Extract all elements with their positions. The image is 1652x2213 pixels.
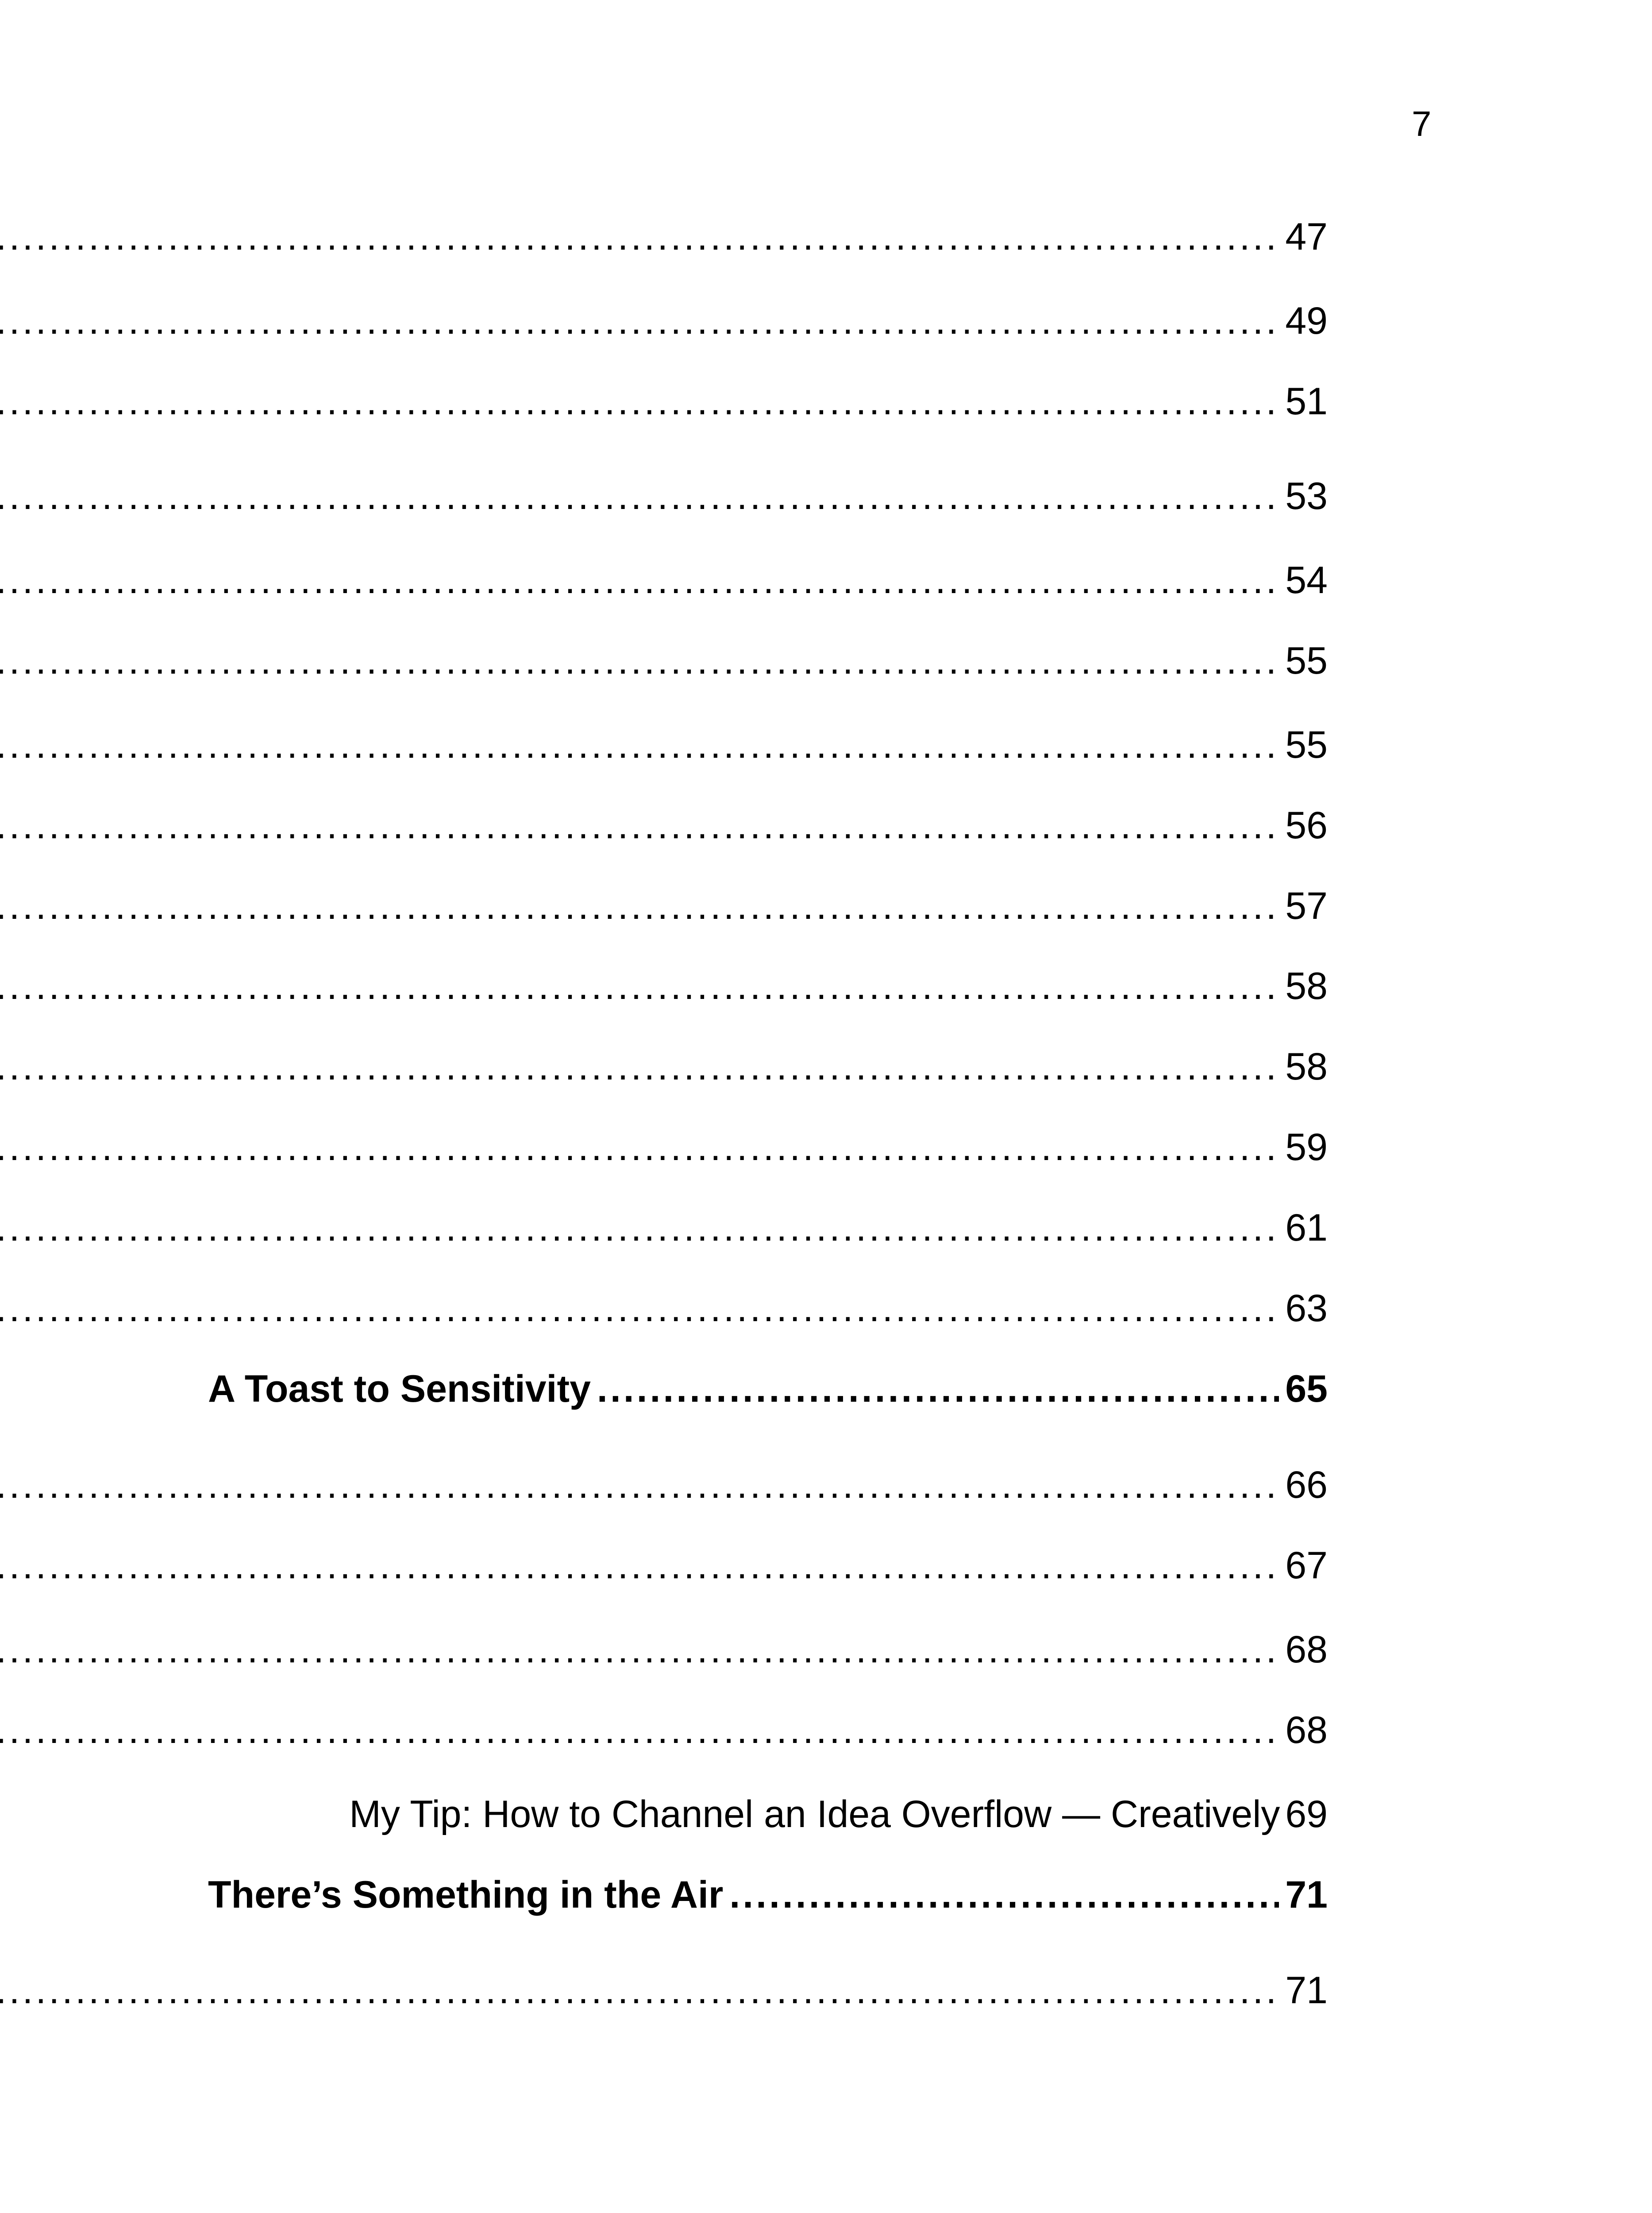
toc-entry-page: 54 [1285, 559, 1328, 601]
toc-entry-page: 51 [1285, 380, 1328, 423]
toc-entry-page: 47 [1285, 216, 1328, 258]
toc-entry-page: 68 [1285, 1628, 1328, 1671]
toc-entry-page: 57 [1285, 885, 1328, 927]
toc-entry-page: 71 [1285, 1969, 1328, 2012]
toc-dot-leader [0, 1203, 1279, 1252]
toc-dot-leader [729, 1870, 1279, 1919]
toc-dot-leader [0, 1706, 1279, 1754]
toc-entry-page: 65 [1285, 1368, 1328, 1410]
toc-entry[interactable] [208, 1365, 1328, 1413]
toc-entry[interactable] [0, 377, 1328, 426]
toc-entry[interactable] [0, 1284, 1328, 1333]
toc-entry[interactable] [0, 1625, 1328, 1674]
toc-entry-page: 55 [1285, 724, 1328, 766]
toc-dot-leader [0, 297, 1279, 345]
toc-entry[interactable] [0, 721, 1328, 769]
toc-entry-title: A Toast to Sensitivity [208, 1368, 591, 1410]
toc-entry-page: 58 [1285, 965, 1328, 1007]
toc-entry[interactable] [0, 1461, 1328, 1509]
toc-dot-leader [0, 1541, 1279, 1590]
toc-dot-leader [0, 1042, 1279, 1091]
toc-dot-leader [0, 1123, 1279, 1172]
toc-entry-page: 66 [1285, 1464, 1328, 1506]
toc-entry[interactable] [0, 1203, 1328, 1252]
toc-entry[interactable] [0, 297, 1328, 345]
toc-entry-page: 69 [1285, 1793, 1328, 1835]
toc-dot-leader [0, 636, 1279, 685]
toc-entry-page: 49 [1285, 300, 1328, 342]
toc-entry[interactable] [0, 1541, 1328, 1590]
toc-entry-page: 58 [1285, 1045, 1328, 1088]
toc-dot-leader [597, 1365, 1279, 1413]
toc-dot-leader [0, 1625, 1279, 1674]
toc-entry[interactable] [0, 212, 1328, 261]
toc-entry[interactable] [0, 1042, 1328, 1091]
toc-entry[interactable] [0, 962, 1328, 1010]
toc-dot-leader [0, 1284, 1279, 1333]
toc-entry[interactable] [0, 882, 1328, 930]
toc-entry-page: 67 [1285, 1544, 1328, 1587]
toc-entry-title: There’s Something in the Air [208, 1874, 724, 1916]
page-number: 7 [1412, 104, 1432, 143]
toc-entry-page: 55 [1285, 640, 1328, 682]
toc-entry-page: 61 [1285, 1207, 1328, 1249]
toc-dot-leader [0, 882, 1279, 930]
toc-entry[interactable] [0, 472, 1328, 520]
toc-dot-leader [0, 801, 1279, 850]
toc-dot-leader [0, 721, 1279, 769]
toc-entry[interactable] [0, 801, 1328, 850]
toc-entry[interactable] [349, 1790, 1328, 1839]
toc-dot-leader [0, 377, 1279, 426]
toc-entry[interactable] [0, 1966, 1328, 2015]
toc-entry-page: 71 [1285, 1874, 1328, 1916]
toc-entry-page: 56 [1285, 804, 1328, 847]
toc-entry-title: My Tip: How to Channel an Idea Overflow — Creatively [349, 1793, 1280, 1835]
toc-entry[interactable] [0, 1706, 1328, 1754]
toc-entry[interactable] [0, 1123, 1328, 1172]
toc-entry-page: 68 [1285, 1709, 1328, 1751]
toc-entry[interactable] [208, 1870, 1328, 1919]
toc-dot-leader [0, 962, 1279, 1010]
toc-entry-page: 53 [1285, 475, 1328, 517]
toc-dot-leader [0, 472, 1279, 520]
toc-dot-leader [0, 1966, 1279, 2015]
toc-entry[interactable] [0, 636, 1328, 685]
toc-dot-leader [0, 1461, 1279, 1509]
toc-entry-page: 59 [1285, 1126, 1328, 1168]
toc-dot-leader [0, 212, 1279, 261]
toc-dot-leader [0, 556, 1279, 605]
toc-entry-page: 63 [1285, 1287, 1328, 1330]
toc-entry[interactable] [0, 556, 1328, 605]
